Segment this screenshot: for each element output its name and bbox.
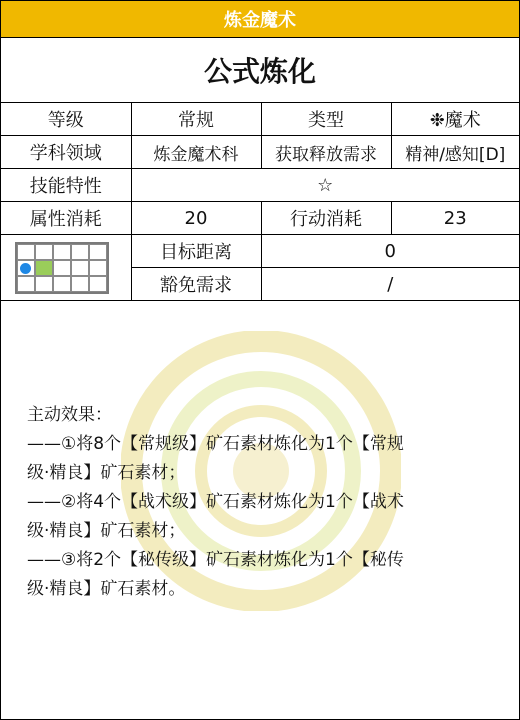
grid-cell bbox=[17, 276, 35, 292]
type-value: ❉魔术 bbox=[391, 103, 519, 136]
origin-dot-icon bbox=[20, 263, 31, 274]
range-grid-icon bbox=[15, 242, 109, 294]
grid-cell bbox=[53, 276, 71, 292]
level-label: 等级 bbox=[1, 103, 131, 136]
effect-text bbox=[27, 401, 497, 604]
type-label: 类型 bbox=[261, 103, 391, 136]
trait-label: 技能特性 bbox=[1, 169, 131, 202]
range-grid-cell bbox=[1, 235, 131, 301]
attribute-cost-label: 属性消耗 bbox=[1, 202, 131, 235]
grid-cell-highlight bbox=[35, 260, 53, 276]
grid-cell bbox=[17, 260, 35, 276]
effect-line: 级·精良】矿石素材； bbox=[27, 463, 186, 483]
trait-value: ☆ bbox=[131, 169, 519, 202]
effect-line: ——③将2个【秘传级】矿石素材炼化为1个【秘传 bbox=[27, 550, 404, 570]
effect-line: ——②将4个【战术级】矿石素材炼化为1个【战术 bbox=[27, 492, 404, 512]
skill-title: 公式炼化 bbox=[1, 38, 519, 103]
grid-cell bbox=[71, 244, 89, 260]
effect-line: 级·精良】矿石素材。 bbox=[27, 579, 186, 599]
level-value: 常规 bbox=[131, 103, 261, 136]
grid-cell bbox=[89, 260, 107, 276]
grid-cell bbox=[53, 260, 71, 276]
requirement-value: 精神/感知[D] bbox=[391, 136, 519, 169]
requirement-label: 获取释放需求 bbox=[261, 136, 391, 169]
attribute-cost-value: 20 bbox=[131, 202, 261, 235]
grid-cell bbox=[89, 244, 107, 260]
effect-line: 主动效果： bbox=[27, 405, 112, 425]
grid-cell bbox=[71, 276, 89, 292]
field-label: 学科领域 bbox=[1, 136, 131, 169]
immunity-value: / bbox=[261, 268, 519, 301]
skill-info-table bbox=[1, 103, 519, 301]
effect-line: 级·精良】矿石素材； bbox=[27, 521, 186, 541]
grid-cell bbox=[71, 260, 89, 276]
immunity-label: 豁免需求 bbox=[131, 268, 261, 301]
target-distance-label: 目标距离 bbox=[131, 235, 261, 268]
field-value: 炼金魔术科 bbox=[131, 136, 261, 169]
grid-cell bbox=[53, 244, 71, 260]
action-cost-value: 23 bbox=[391, 202, 519, 235]
effect-area bbox=[1, 301, 519, 709]
grid-cell bbox=[17, 244, 35, 260]
grid-cell bbox=[89, 276, 107, 292]
grid-cell bbox=[35, 244, 53, 260]
category-header: 炼金魔术 bbox=[1, 1, 519, 38]
target-distance-value: 0 bbox=[261, 235, 519, 268]
action-cost-label: 行动消耗 bbox=[261, 202, 391, 235]
grid-cell bbox=[35, 276, 53, 292]
effect-line: ——①将8个【常规级】矿石素材炼化为1个【常规 bbox=[27, 434, 404, 454]
